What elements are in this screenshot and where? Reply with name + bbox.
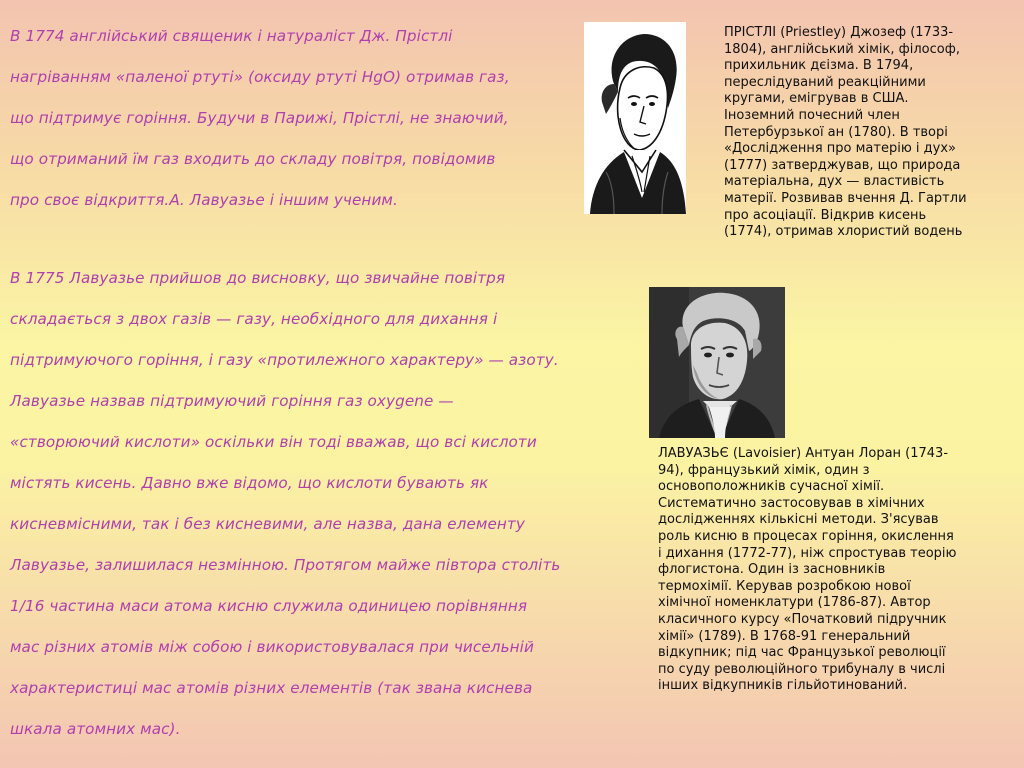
text-line: «створюючий кислоти» оскільки він тоді вважав, що всі кислоти — [10, 433, 537, 451]
bio-line: Іноземний почесний член — [724, 107, 900, 123]
bio-line: матерії. Розвивав вчення Д. Гартли — [724, 190, 967, 206]
priestley-portrait — [584, 22, 686, 214]
bio-line: хімічної номенклатури (1786-87). Автор — [658, 595, 931, 611]
bio-line: (1777) затверджував, що природа — [724, 157, 961, 173]
bio-line: роль кисню в процесах горіння, окислення — [658, 528, 954, 544]
bio-line: матеріальна, дух — властивість — [724, 174, 945, 190]
bio-line: 1804), англійський хімік, філософ, — [724, 41, 960, 57]
text-line: Лавуазье, залишилася незмінною. Протягом майже півтора століть — [10, 556, 561, 574]
bio-line: Систематично застосовував в хімічних — [658, 495, 925, 511]
text-line: шкала атомних мас). — [10, 720, 181, 738]
bio-line: дослідженнях кількісні методи. З'ясував — [658, 512, 939, 528]
text-line: складається з двох газів — газу, необхідного для дихання і — [10, 310, 498, 328]
bio-line: і дихання (1772-77), ніж спростував теорію — [658, 545, 957, 561]
bio-line: ЛАВУАЗЬЄ (Lavoisier) Антуан Лоран (1743- — [658, 446, 949, 461]
text-line: містять кисень. Давно вже відомо, що кислоти бувають як — [10, 474, 489, 492]
text-line: підтримуючого горіння, і газу «протилежного характеру» — азоту. — [10, 351, 559, 369]
text-line: нагріванням «паленої ртуті» (оксиду ртуті HgO) отримав газ, — [10, 68, 510, 86]
bio-line: основоположників сучасної хімії. — [658, 479, 885, 495]
text-line: 1/16 частина маси атома кисню служила одиницею порівняння — [10, 597, 528, 615]
text-line: кисневмісними, так і без кисневими, але назва, дана елементу — [10, 515, 525, 533]
bio-line: ПРІСТЛІ (Priestley) Джозеф (1733- — [724, 25, 954, 40]
text-line: про своє відкриття.А. Лавуазье і іншим ученим. — [10, 191, 398, 209]
bio-line: 94), французький хімік, один з — [658, 462, 870, 478]
text-line: В 1775 Лавуазье прийшов до висновку, що звичайне повітря — [10, 269, 506, 287]
bio-line: «Дослідження про матерію і дух» — [724, 141, 956, 157]
bio-line: (1774), отримав хлористий водень — [724, 224, 963, 240]
bio-line: класичного курсу «Початковий підручник — [658, 611, 947, 627]
bio-line: інших відкупників гільйотинований. — [658, 678, 908, 694]
text-line: що отриманий їм газ входить до складу повітря, повідомив — [10, 150, 496, 168]
bio-line: хімії» (1789). В 1768-91 генеральний — [658, 628, 911, 644]
text-line: В 1774 англійський священик і натураліст Дж. Прістлі — [10, 27, 453, 45]
bio-line: флогистона. Один із засновників — [658, 562, 886, 578]
bio-line: кругами, емігрував в США. — [724, 91, 909, 107]
bio-line: про асоціації. Відкрив кисень — [724, 207, 927, 223]
text-line: мас різних атомів між собою і використовувалася при чисельній — [10, 638, 534, 656]
lavoisier-portrait — [649, 287, 785, 438]
bio-line: Петербурзької ан (1780). В творі — [724, 124, 948, 140]
bio-line: переслідуваний реакційними — [724, 74, 926, 90]
lavoisier-biography — [658, 446, 998, 695]
bio-line: по суду революційного трибуналу в числі — [658, 661, 946, 677]
text-line: що підтримує горіння. Будучи в Парижі, Прістлі, не знаючий, — [10, 109, 509, 127]
priestley-biography — [724, 25, 994, 241]
text-line: характеристиці мас атомів різних елементів (так звана киснева — [10, 679, 533, 697]
bio-line: відкупник; під час Французької революції — [658, 645, 946, 661]
text-line: Лавуазье назвав підтримуючий горіння газ oxygene — — [10, 392, 454, 410]
bio-line: прихильник дєізма. В 1794, — [724, 58, 914, 74]
bio-line: термохімії. Керував розробкою нової — [658, 578, 911, 594]
